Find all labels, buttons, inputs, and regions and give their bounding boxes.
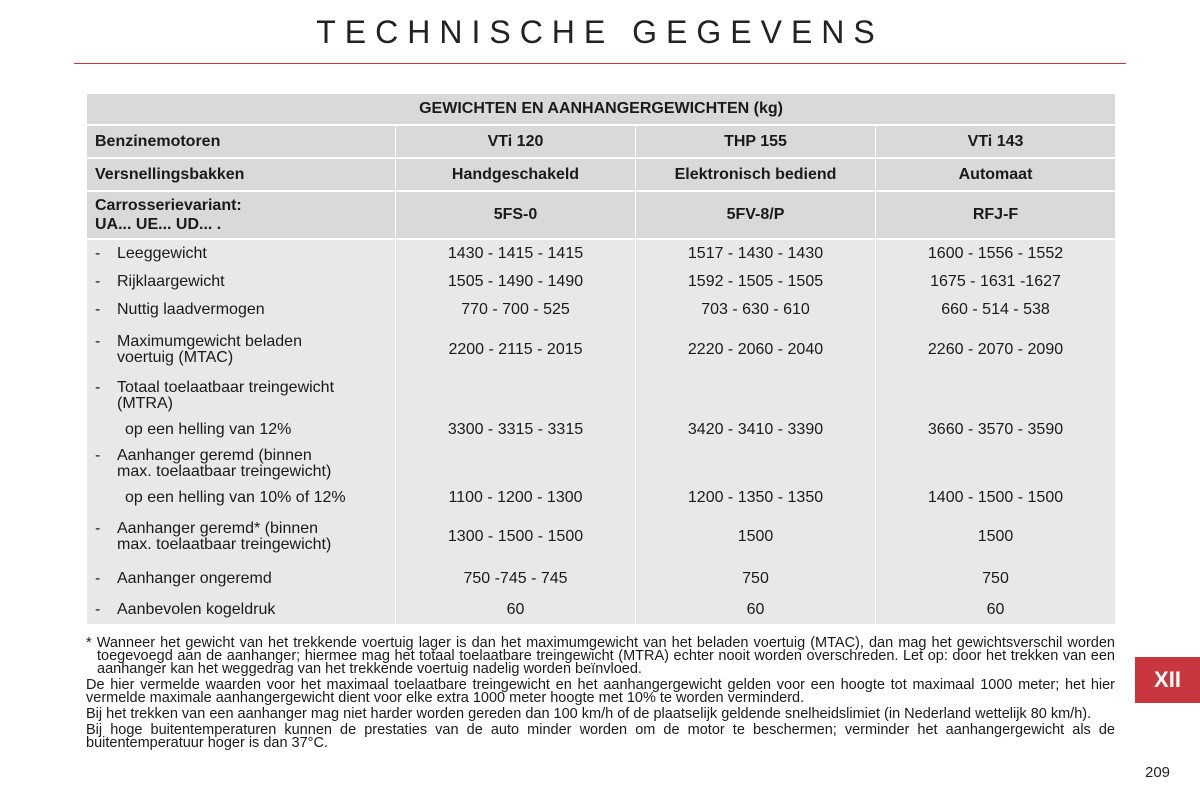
row-value: 1100 - 1200 - 1300 [396, 485, 636, 511]
row-value: 1505 - 1490 - 1490 [396, 268, 636, 296]
row-value: 2260 - 2070 - 2090 [876, 324, 1116, 375]
gearbox-row [87, 158, 1116, 191]
table-row [87, 443, 1116, 485]
row-dash: - [95, 245, 101, 262]
row-label-line-1: Aanhanger geremd* (binnen [117, 519, 319, 537]
row-dash: - [95, 379, 101, 396]
row-value: 1430 - 1415 - 1415 [396, 239, 636, 268]
table-row [87, 485, 1116, 511]
row-value: 60 [876, 596, 1116, 624]
gearbox-col-2: Elektronisch bediend [636, 158, 876, 191]
weights-table [86, 93, 1116, 624]
title-divider [74, 63, 1126, 64]
variant-col-1: 5FS-0 [396, 191, 636, 239]
table-row [87, 596, 1116, 624]
footnote-star: * Wanneer het gewicht van het trekkende voertuig lager is dan het maximumgewicht van het beladen voertuig (MTAC), dan mag het gewichtsverschil worden toegevoegd aan de aanhanger; hiermee mag het totaal toelaatbare treingewicht (MTRA) echter nooit worden overschreden. Let op: door het trekken van een aanhanger kan het weggedrag van het trekkende voertuig nadelig worden beïnvloed. [86, 635, 1115, 677]
row-label: op een helling van 10% of 12% [125, 489, 346, 506]
engine-row [87, 125, 1116, 158]
row-label [117, 380, 395, 412]
row-label: Leeggewicht [117, 245, 207, 262]
row-label-line-1: Aanhanger geremd (binnen [117, 447, 312, 464]
row-label [117, 448, 395, 480]
row-dash: - [95, 273, 101, 290]
table-banner: GEWICHTEN EN AANHANGERGEWICHTEN (kg) [87, 94, 1116, 126]
table-row [87, 324, 1116, 375]
row-value: 60 [396, 596, 636, 624]
variant-col-2: 5FV-8/P [636, 191, 876, 239]
row-value: 750 [876, 562, 1116, 596]
row-value: 1200 - 1350 - 1350 [636, 485, 876, 511]
row-value: 770 - 700 - 525 [396, 296, 636, 324]
row-label-line-2: voertuig (MTAC) [117, 348, 234, 366]
row-label-line-1: Totaal toelaatbaar treingewicht [117, 379, 335, 396]
row-value: 750 -745 - 745 [396, 562, 636, 596]
row-label [117, 521, 395, 553]
engine-col-2: THP 155 [636, 125, 876, 158]
table-row [87, 239, 1116, 268]
row-value: 3300 - 3315 - 3315 [396, 417, 636, 443]
row-value: 2200 - 2115 - 2015 [396, 324, 636, 375]
variant-col-3: RFJ-F [876, 191, 1116, 239]
row-label: Rijklaargewicht [117, 273, 225, 290]
row-label-line-2: (MTRA) [117, 395, 173, 412]
table-row [87, 296, 1116, 324]
engine-col-3: VTi 143 [876, 125, 1116, 158]
table-row [87, 417, 1116, 443]
gearbox-label: Versnellingsbakken [87, 158, 396, 191]
row-value: 60 [636, 596, 876, 624]
row-label-line-2: max. toelaatbaar treingewicht) [117, 535, 332, 553]
variant-label [87, 191, 396, 239]
engine-label: Benzinemotoren [87, 125, 396, 158]
footnote-temperature: Bij hoge buitentemperaturen kunnen de prestaties van de auto minder worden om de motor te beschermen; verminder het aanhangergewicht als de buitentemperatuur hoger is dan 37°C. [86, 722, 1115, 751]
row-value: 1300 - 1500 - 1500 [396, 511, 636, 562]
engine-col-1: VTi 120 [396, 125, 636, 158]
row-dash: - [95, 301, 101, 318]
row-dash: - [95, 332, 101, 350]
row-dash: - [95, 601, 101, 618]
row-dash: - [95, 519, 101, 537]
row-value: 3420 - 3410 - 3390 [636, 417, 876, 443]
table-banner-row [87, 94, 1116, 126]
row-value: 2220 - 2060 - 2040 [636, 324, 876, 375]
table-row [87, 562, 1116, 596]
table-row [87, 511, 1116, 562]
row-label [117, 334, 395, 366]
row-dash: - [95, 570, 101, 587]
variant-label-line-1: Carrosserievariant: [95, 197, 242, 214]
variant-row [87, 191, 1116, 239]
row-value: 1500 [636, 511, 876, 562]
row-label: Aanhanger ongeremd [117, 570, 272, 587]
gearbox-col-3: Automaat [876, 158, 1116, 191]
row-value: 750 [636, 562, 876, 596]
gearbox-col-1: Handgeschakeld [396, 158, 636, 191]
row-label: Nuttig laadvermogen [117, 301, 265, 318]
table-row [87, 375, 1116, 417]
row-label: op een helling van 12% [125, 421, 292, 438]
row-label: Aanbevolen kogeldruk [117, 601, 276, 618]
row-value: 1675 - 1631 -1627 [876, 268, 1116, 296]
row-value: 1600 - 1556 - 1552 [876, 239, 1116, 268]
row-value: 703 - 630 - 610 [636, 296, 876, 324]
footnote-speed: Bij het trekken van een aanhanger mag niet harder worden gereden dan 100 km/h of de plaatselijk geldende snelheidslimiet (in Nederland wettelijk 80 km/h). [86, 706, 1092, 722]
row-label-line-1: Maximumgewicht beladen [117, 332, 302, 350]
footnote-altitude: De hier vermelde waarden voor het maximaal toelaatbare treingewicht en het aanhangergewicht gelden voor een hoogte tot maximaal 1000 meter; het hier vermelde maximale aanhangergewicht dient voor elke extra 1000 meter hoogte met 10% te worden verminderd. [86, 677, 1115, 706]
variant-label-line-2: UA... UE... UD... . [95, 216, 222, 233]
row-value: 660 - 514 - 538 [876, 296, 1116, 324]
page-number: 209 [1145, 764, 1171, 781]
row-value: 3660 - 3570 - 3590 [876, 417, 1116, 443]
page-title: TECHNISCHE GEGEVENS [316, 14, 884, 50]
row-value: 1500 [876, 511, 1116, 562]
footnotes [86, 637, 1115, 753]
row-value: 1592 - 1505 - 1505 [636, 268, 876, 296]
table-row [87, 268, 1116, 296]
chapter-tab: XII [1135, 657, 1200, 703]
row-label-line-2: max. toelaatbaar treingewicht) [117, 463, 332, 480]
row-value: 1400 - 1500 - 1500 [876, 485, 1116, 511]
row-value: 1517 - 1430 - 1430 [636, 239, 876, 268]
row-dash: - [95, 447, 101, 464]
